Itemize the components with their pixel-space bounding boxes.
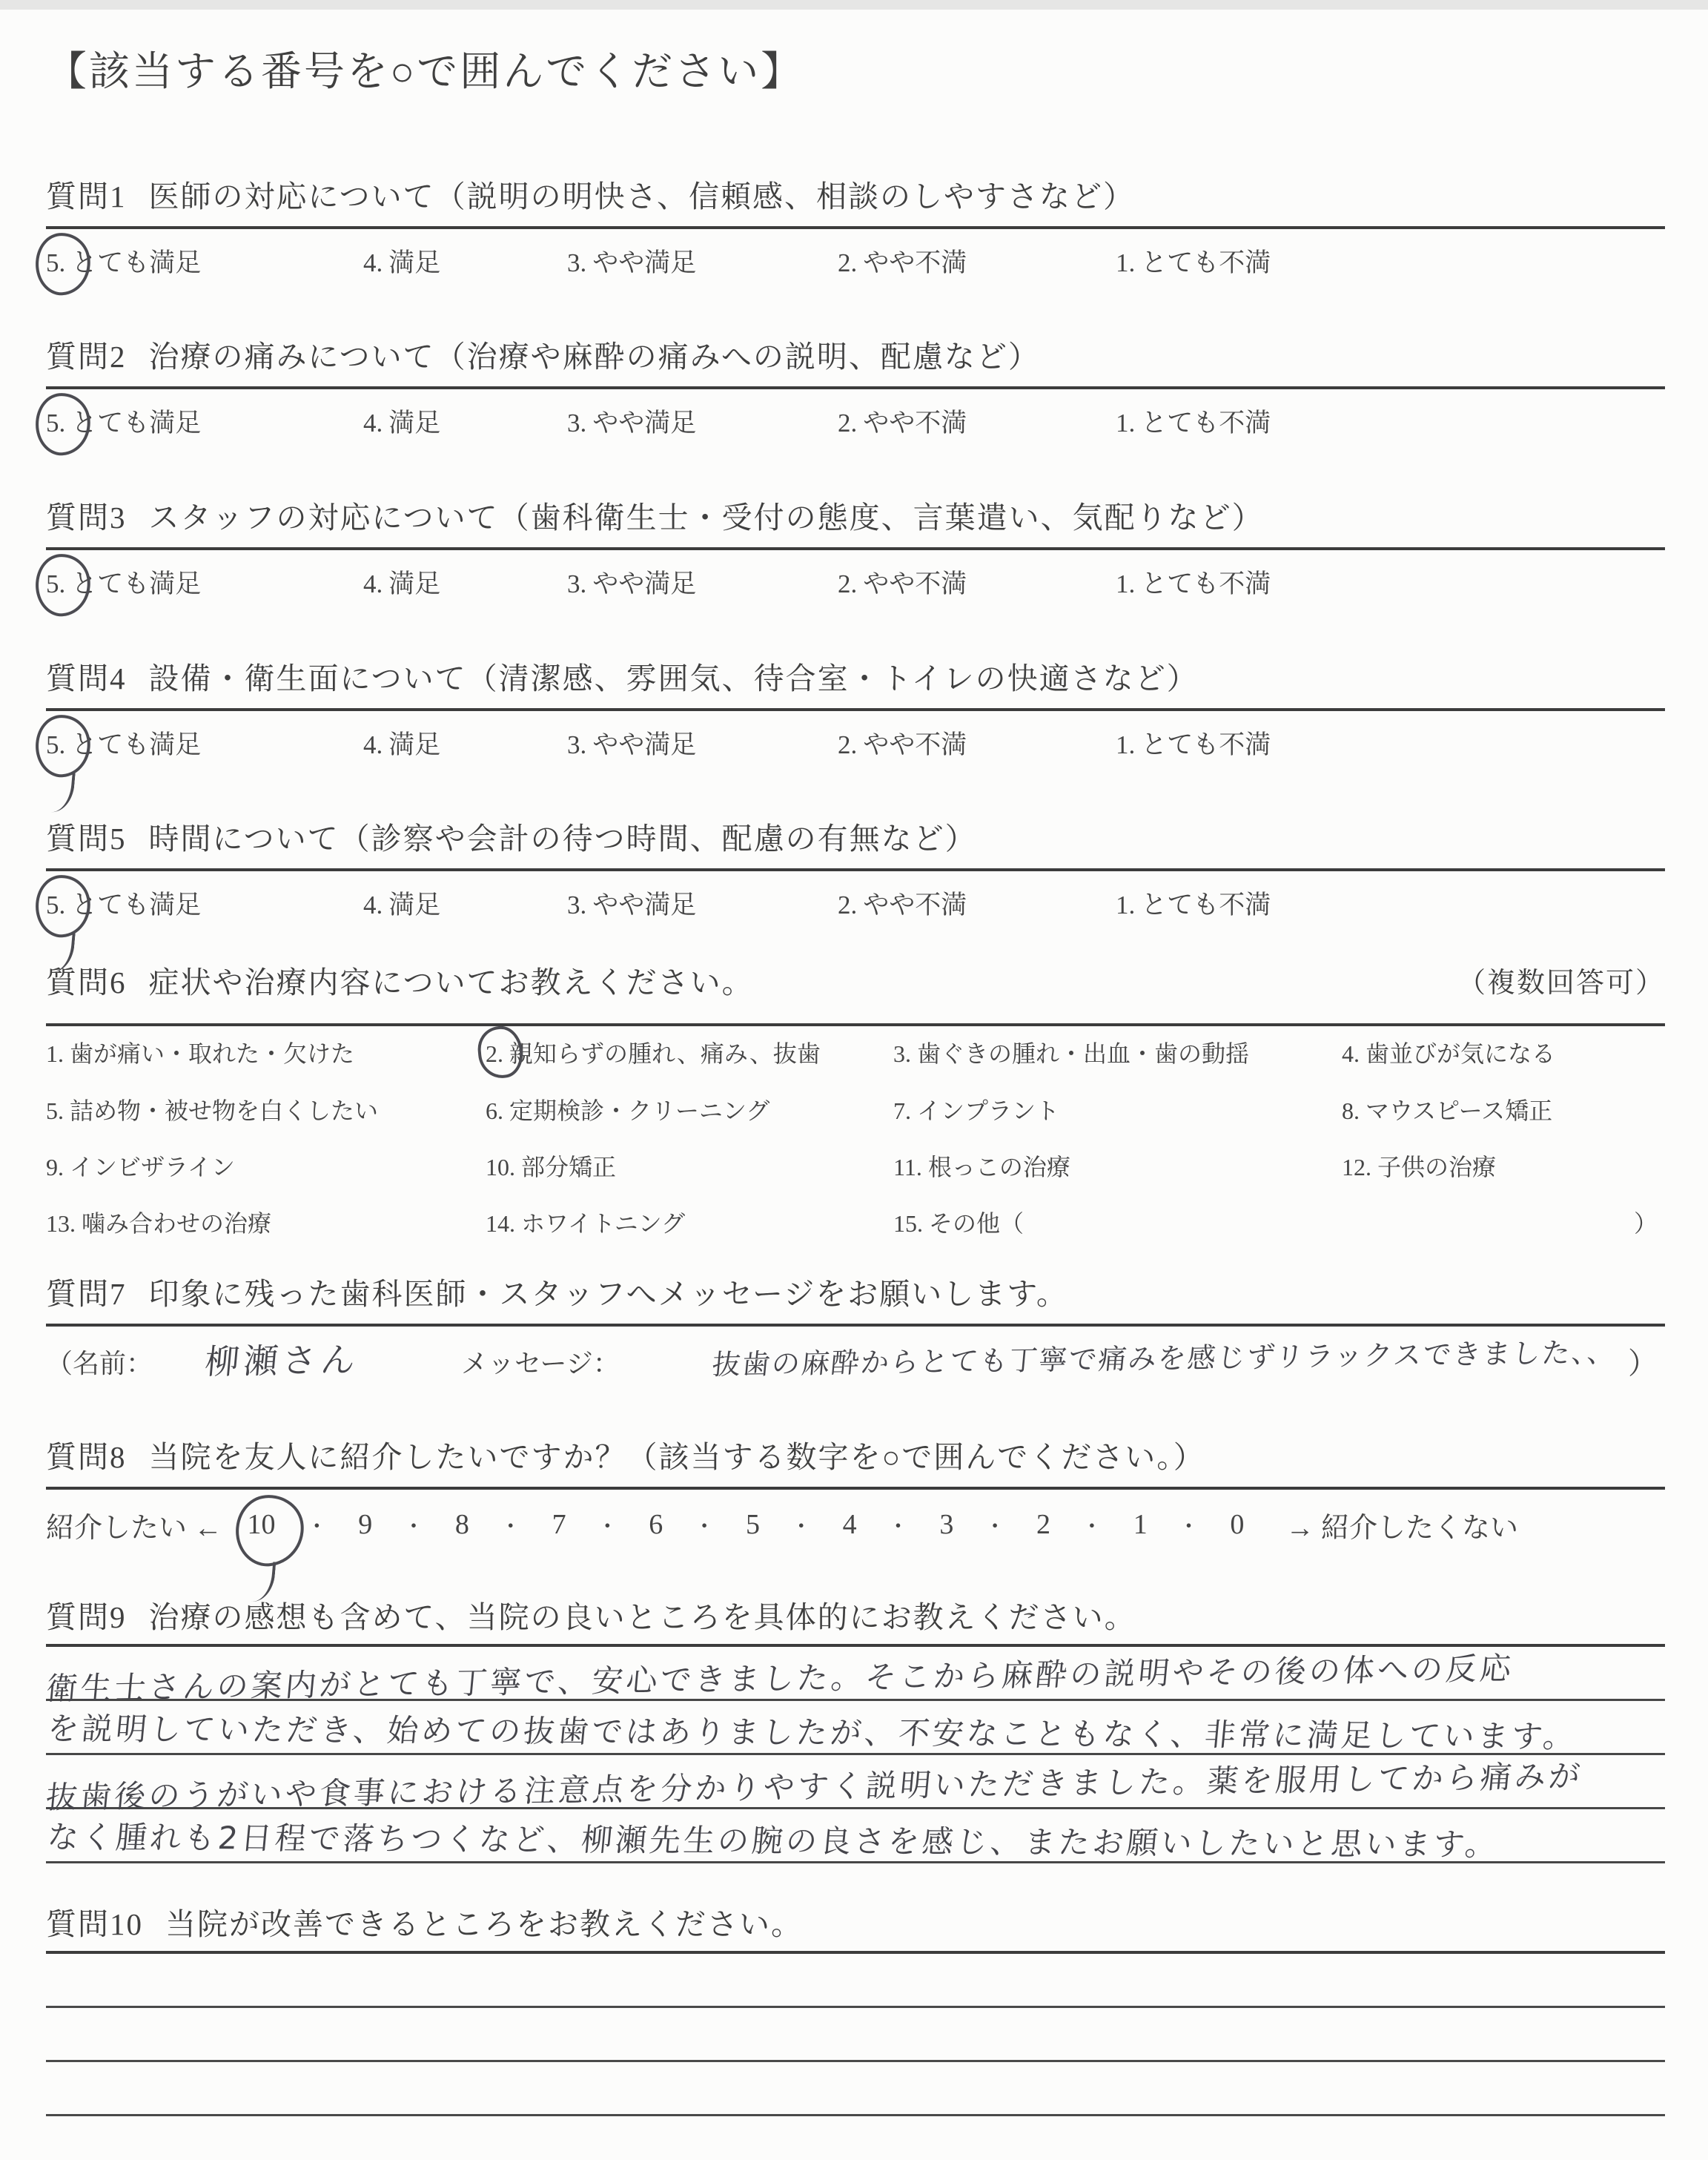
option-label: やや不満 <box>863 730 967 759</box>
nps-number-label: 0 <box>1230 1509 1245 1540</box>
option-number: 4. <box>363 891 383 919</box>
rating-options-row <box>46 395 1665 441</box>
handwritten-circle <box>33 231 93 297</box>
rating-option-5[interactable] <box>46 724 201 762</box>
option-number: 11. <box>893 1154 922 1180</box>
answer-line <box>44 1647 1665 1707</box>
rating-option-5[interactable] <box>46 242 201 280</box>
option-number: 1. <box>1116 409 1136 437</box>
nps-number-label: 5 <box>745 1509 760 1540</box>
option-number: 12. <box>1342 1154 1371 1180</box>
question-text: 治療の痛みについて（治療や麻酔の痛みへの説明、配慮など） <box>148 340 1040 374</box>
answer-line <box>44 1755 1665 1816</box>
rating-option-4[interactable] <box>363 724 440 762</box>
nps-number-9[interactable] <box>358 1508 372 1541</box>
answer-line <box>46 1701 1665 1755</box>
nps-number-label: 1 <box>1133 1509 1148 1540</box>
option-label: 根っこの治療 <box>927 1154 1070 1180</box>
rating-option-5[interactable] <box>46 885 201 922</box>
question-label: 質問5 <box>46 822 127 856</box>
option-number: 13. <box>46 1210 76 1237</box>
blank-line <box>46 2062 1665 2116</box>
rating-option-2[interactable] <box>838 242 967 280</box>
rating-option-1[interactable] <box>1116 564 1271 601</box>
option-number: 6. <box>486 1097 503 1124</box>
q6-option-row <box>46 1035 1665 1075</box>
divider <box>46 1023 1665 1026</box>
rating-options-row <box>46 877 1665 923</box>
q7-answer-line <box>46 1332 1665 1396</box>
q6-option-15[interactable] <box>893 1205 1024 1239</box>
nps-number-label: 2 <box>1036 1509 1051 1540</box>
question-heading <box>46 814 1665 858</box>
option-label: とても不満 <box>1141 248 1271 277</box>
q6-option-6[interactable] <box>486 1092 769 1126</box>
option-number: 9. <box>46 1154 64 1180</box>
option-number: 1. <box>1116 891 1136 919</box>
nps-left-label: 紹介したい ← <box>46 1512 222 1544</box>
option-number: 10. <box>486 1154 515 1180</box>
question-heading <box>46 332 1665 376</box>
nps-dot: ・ <box>790 1515 812 1539</box>
option-number: 5. <box>46 891 66 919</box>
q6-option-4[interactable] <box>1342 1035 1555 1069</box>
option-label: とても満足 <box>71 891 202 919</box>
nps-number-label: 6 <box>649 1509 663 1540</box>
q10-answer-area <box>46 1954 1665 2160</box>
rating-option-4[interactable] <box>363 885 440 922</box>
nps-dot: ・ <box>1177 1515 1200 1539</box>
option-label: 満足 <box>388 409 441 437</box>
option-label: やや不満 <box>863 891 967 919</box>
q6-option-1[interactable] <box>46 1035 354 1069</box>
rating-option-4[interactable] <box>363 403 440 440</box>
rating-option-1[interactable] <box>1116 242 1271 280</box>
handwritten-text: なく腫れも2日程で落ちつくなど、柳瀬先生の腕の良さを感じ、またお願いしたいと思います。 <box>45 1818 1501 1863</box>
question-text: 印象に残った歯科医師・スタッフへメッセージをお願いします。 <box>148 1277 1068 1311</box>
nps-number-5[interactable] <box>746 1508 760 1541</box>
option-number: 4. <box>363 409 383 437</box>
divider <box>46 708 1665 711</box>
option-number: 2. <box>838 569 858 598</box>
rating-option-3[interactable] <box>567 724 696 762</box>
question-5-section <box>46 814 1665 923</box>
option-label: インプラント <box>917 1097 1060 1124</box>
option-label: その他（ <box>929 1210 1025 1237</box>
option-number: 2. <box>838 409 858 437</box>
q6-option-7[interactable] <box>893 1092 1059 1126</box>
option-number: 2. <box>838 891 858 919</box>
question-text: 治療の感想も含めて、当院の良いところを具体的にお教えください。 <box>148 1600 1136 1634</box>
question-label: 質問2 <box>46 340 127 374</box>
option-number: 5. <box>46 730 66 759</box>
rating-option-5[interactable] <box>46 564 201 601</box>
option-number: 1. <box>46 1040 64 1067</box>
nps-scale-row <box>46 1499 1665 1550</box>
q6-option-13[interactable] <box>46 1205 271 1239</box>
question-heading <box>46 172 1665 216</box>
option-label: 満足 <box>388 730 441 759</box>
option-number: 4. <box>363 730 383 759</box>
rating-option-1[interactable] <box>1116 403 1271 440</box>
rating-option-2[interactable] <box>838 564 967 601</box>
question-text: 当院を友人に紹介したいですか？（該当する数字を○で囲んでください。） <box>148 1440 1205 1474</box>
option-label: やや満足 <box>592 248 697 277</box>
q6-option-11[interactable] <box>893 1149 1070 1183</box>
q6-option-14[interactable] <box>486 1205 685 1239</box>
nps-number-label: 7 <box>552 1509 566 1540</box>
nps-dot: ・ <box>984 1515 1007 1539</box>
rating-option-1[interactable] <box>1116 885 1271 922</box>
nps-number-label: 4 <box>842 1509 857 1540</box>
page-title-section <box>46 39 1665 97</box>
close-paren: ） <box>1628 1347 1658 1380</box>
option-label: 歯が痛い・取れた・欠けた <box>70 1040 355 1067</box>
option-label: 満足 <box>388 248 441 277</box>
question-text: 当院が改善できるところをお教えください。 <box>165 1907 803 1941</box>
answer-line <box>46 1809 1665 1863</box>
option-number: 4. <box>363 569 383 598</box>
nps-number-7[interactable] <box>552 1508 566 1541</box>
question-label: 質問6 <box>46 965 127 1000</box>
question-heading <box>46 1900 1665 1943</box>
nps-dot: ・ <box>499 1515 522 1539</box>
nps-dot: ・ <box>693 1515 716 1539</box>
nps-right-label: → 紹介したくない <box>1285 1512 1519 1544</box>
nps-dot: ・ <box>403 1515 426 1539</box>
nps-dot: ・ <box>887 1515 910 1539</box>
question-9-section <box>46 1593 1665 1863</box>
option-number: 5. <box>46 248 66 277</box>
option-label: 満足 <box>388 569 441 598</box>
option-number: 1. <box>1116 569 1136 598</box>
handwritten-text: 衛生士さんの案内がとても丁寧で、安心できました。そこから麻酔の説明やその後の体への反応 <box>44 1650 1516 1707</box>
option-number: 4. <box>363 248 383 277</box>
option-label: やや満足 <box>592 569 697 598</box>
question-10-section <box>46 1900 1665 2160</box>
rating-option-3[interactable] <box>567 403 696 440</box>
rating-option-2[interactable] <box>838 403 967 440</box>
divider <box>46 868 1665 871</box>
option-number: 5. <box>46 1097 64 1124</box>
scan-edge-strip <box>0 0 1708 10</box>
nps-number-1[interactable] <box>1133 1508 1148 1541</box>
rating-option-2[interactable] <box>838 724 967 762</box>
question-label: 質問9 <box>46 1600 127 1634</box>
rating-options-row <box>46 235 1665 281</box>
handwritten-circle <box>33 873 93 939</box>
handwritten-circle <box>33 713 93 779</box>
option-label: 満足 <box>388 891 441 919</box>
rating-options-row <box>46 556 1665 602</box>
option-number: 3. <box>567 248 587 277</box>
q6-option-9[interactable] <box>46 1149 235 1183</box>
name-field-label: （名前： <box>46 1349 153 1378</box>
nps-number-label: 3 <box>939 1509 954 1540</box>
option-number: 2. <box>838 248 858 277</box>
rating-option-3[interactable] <box>567 242 696 280</box>
option-label: 歯並びが気になる <box>1366 1040 1556 1067</box>
option-label: やや満足 <box>592 730 697 759</box>
rating-option-4[interactable] <box>363 564 440 601</box>
question-label: 質問1 <box>46 179 127 214</box>
question-1-section <box>46 172 1665 281</box>
question-heading <box>46 493 1665 537</box>
nps-number-4[interactable] <box>843 1508 857 1541</box>
q6-option-5[interactable] <box>46 1092 378 1126</box>
nps-number-0[interactable] <box>1230 1508 1244 1541</box>
handwritten-circle <box>33 391 93 458</box>
option-number: 8. <box>1342 1097 1360 1124</box>
rating-option-5[interactable] <box>46 403 201 440</box>
rating-option-1[interactable] <box>1116 724 1271 762</box>
option-label: とても満足 <box>71 730 202 759</box>
q6-option-row <box>46 1149 1665 1189</box>
q6-option-2[interactable] <box>486 1035 821 1069</box>
option-number: 2. <box>838 730 858 759</box>
question-8-section <box>46 1433 1665 1550</box>
q9-answer-area <box>46 1647 1665 1863</box>
nps-dot: ・ <box>1080 1515 1103 1539</box>
nps-number-label: 9 <box>358 1509 373 1540</box>
option-label: 歯ぐきの腫れ・出血・歯の動揺 <box>917 1040 1250 1067</box>
rating-option-3[interactable] <box>567 885 696 922</box>
option-number: 2. <box>486 1040 503 1067</box>
option-label: とても不満 <box>1141 730 1271 759</box>
option-number: 5. <box>46 409 66 437</box>
question-text: 医師の対応について（説明の明快さ、信頼感、相談のしやすさなど） <box>148 179 1136 214</box>
blank-line <box>46 1954 1665 2008</box>
option-label: やや満足 <box>592 891 697 919</box>
option-number: 3. <box>567 891 587 919</box>
handwritten-text: を説明していただき、始めての抜歯ではありましたが、不安なこともなく、非常に満足しています。 <box>45 1710 1579 1755</box>
nps-number-6[interactable] <box>649 1508 663 1541</box>
option-number: 1. <box>1116 730 1136 759</box>
question-heading <box>46 1593 1665 1636</box>
question-heading <box>46 654 1665 698</box>
question-heading <box>46 1433 1665 1476</box>
question-text: 設備・衛生面について（清潔感、雰囲気、待合室・トイレの快適さなど） <box>148 661 1199 696</box>
nps-number-8[interactable] <box>455 1508 469 1541</box>
option-label: やや満足 <box>592 409 697 437</box>
q6-option-3[interactable] <box>893 1035 1249 1069</box>
divider <box>46 1324 1665 1327</box>
divider <box>46 226 1665 229</box>
nps-dot: ・ <box>305 1515 328 1539</box>
option-label: 噛み合わせの治療 <box>82 1210 272 1237</box>
option-number: 1. <box>1116 248 1136 277</box>
option-label: とても満足 <box>71 409 202 437</box>
page-title: 【該当する番号を○で囲んでください】 <box>46 49 804 94</box>
option-number: 15. <box>893 1210 923 1237</box>
q6-option-row <box>46 1092 1665 1132</box>
question-7-section <box>46 1269 1665 1396</box>
option-label: とても不満 <box>1141 569 1271 598</box>
q6-option-10[interactable] <box>486 1149 616 1183</box>
handwritten-circle <box>33 552 93 618</box>
option-label: とても満足 <box>71 569 202 598</box>
question-label: 質問3 <box>46 501 127 535</box>
option-label: やや不満 <box>863 409 967 437</box>
divider <box>46 1487 1665 1490</box>
q6-option-row <box>46 1205 1665 1245</box>
option-label: 部分矯正 <box>521 1154 617 1180</box>
question-label: 質問7 <box>46 1277 127 1311</box>
option-label: インビザライン <box>70 1154 236 1180</box>
question-label: 質問10 <box>46 1907 143 1941</box>
nps-numbers <box>248 1508 1245 1541</box>
option-label: 子供の治療 <box>1377 1154 1497 1180</box>
option-label: 親知らずの腫れ、痛み、抜歯 <box>509 1040 821 1067</box>
option-number: 5. <box>46 569 66 598</box>
option-label: やや不満 <box>863 248 967 277</box>
rating-option-4[interactable] <box>363 242 440 280</box>
divider <box>46 386 1665 389</box>
question-label: 質問8 <box>46 1440 127 1474</box>
question-text: スタッフの対応について（歯科衛生士・受付の態度、言葉遣い、気配りなど） <box>148 501 1264 535</box>
option-label: とても満足 <box>71 248 202 277</box>
multi-answer-note: （複数回答可） <box>1457 968 1665 999</box>
option-label: ホワイトニング <box>521 1210 686 1237</box>
blank-line <box>46 2116 1665 2160</box>
nps-number-10[interactable] <box>248 1508 276 1541</box>
q6-option-12[interactable] <box>1342 1149 1496 1183</box>
option-label: とても不満 <box>1141 409 1271 437</box>
handwritten-text: 抜歯後のうがいや食事における注意点を分かりやすく説明いただきました。薬を服用してから痛みが <box>44 1757 1585 1816</box>
message-field-label: メッセージ： <box>461 1349 620 1378</box>
nps-number-3[interactable] <box>939 1508 953 1541</box>
question-text: 時間について（診察や会計の待つ時間、配慮の有無など） <box>148 822 977 856</box>
question-6-section <box>46 958 1665 1255</box>
question-label: 質問4 <box>46 661 127 696</box>
handwritten-circle <box>233 1492 307 1569</box>
option-number: 14. <box>486 1210 515 1237</box>
option-label: マウスピース矯正 <box>1366 1097 1553 1124</box>
question-text: 症状や治療内容についてお教えください。 <box>148 965 754 1000</box>
nps-dot: ・ <box>596 1515 619 1539</box>
question-heading <box>46 958 1665 1002</box>
option-label: とても不満 <box>1141 891 1271 919</box>
option-number: 3. <box>567 730 587 759</box>
question-heading <box>46 1269 1665 1313</box>
handwritten-name: 柳瀬さん <box>203 1339 362 1382</box>
option-label: 詰め物・被せ物を白くしたい <box>70 1097 379 1124</box>
handwritten-circle <box>476 1025 525 1080</box>
nps-number-label: 10 <box>247 1509 276 1540</box>
rating-option-2[interactable] <box>838 885 967 922</box>
option-number: 3. <box>567 569 587 598</box>
option-number: 3. <box>893 1040 911 1067</box>
option-label: 定期検診・クリーニング <box>509 1097 770 1124</box>
question-2-section <box>46 332 1665 441</box>
close-paren: ） <box>1633 1210 1658 1237</box>
nps-number-2[interactable] <box>1036 1508 1050 1541</box>
option-number: 3. <box>567 409 587 437</box>
question-4-section <box>46 654 1665 763</box>
option-number: 4. <box>1342 1040 1360 1067</box>
blank-line <box>46 2008 1665 2062</box>
question-3-section <box>46 493 1665 602</box>
divider <box>46 547 1665 550</box>
option-number: 7. <box>893 1097 911 1124</box>
q6-option-8[interactable] <box>1342 1092 1552 1126</box>
handwritten-message: 抜歯の麻酔からとても丁寧で痛みを感じずリラックスできました、、 <box>710 1335 1618 1381</box>
rating-options-row <box>46 717 1665 763</box>
option-label: やや不満 <box>863 569 967 598</box>
rating-option-3[interactable] <box>567 564 696 601</box>
nps-number-label: 8 <box>454 1509 469 1540</box>
